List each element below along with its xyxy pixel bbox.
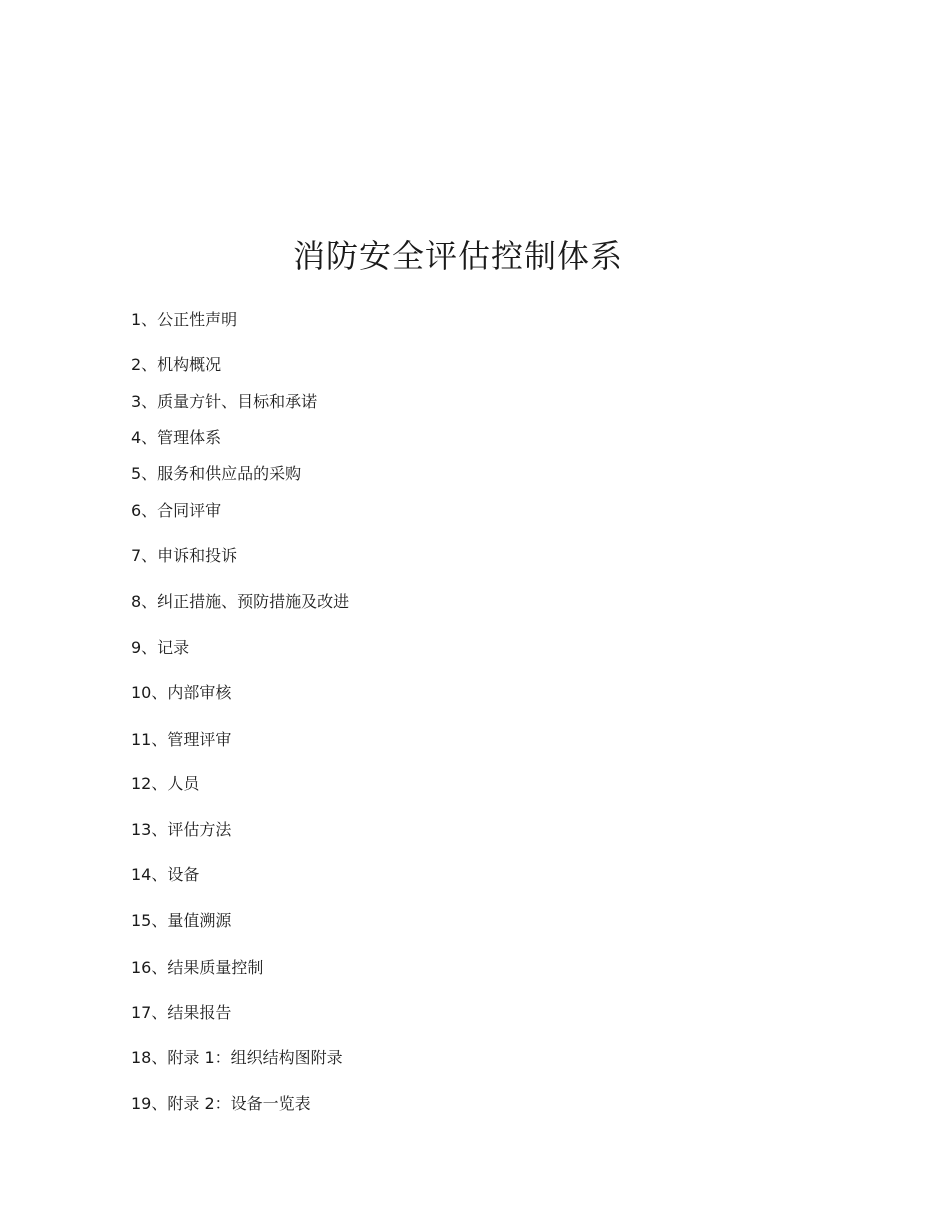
toc-item: 7、申诉和投诉 (131, 546, 238, 565)
toc-item: 11、管理评审 (131, 730, 232, 749)
toc-item: 15、量值溯源 (131, 911, 232, 930)
toc-item: 8、纠正措施、预防措施及改进 (131, 592, 350, 611)
toc-item: 2、机构概况 (131, 355, 222, 374)
toc-item: 5、服务和供应品的采购 (131, 464, 302, 483)
toc-item: 6、合同评审 (131, 501, 222, 520)
toc-item: 14、设备 (131, 865, 200, 884)
toc-item: 4、管理体系 (131, 428, 222, 447)
toc-item: 10、内部审核 (131, 683, 232, 702)
toc-item: 12、人员 (131, 774, 200, 793)
toc-item: 16、结果质量控制 (131, 958, 264, 977)
toc-item: 9、记录 (131, 638, 190, 657)
toc-item: 13、评估方法 (131, 820, 232, 839)
toc-item: 17、结果报告 (131, 1003, 232, 1022)
toc-item: 3、质量方针、目标和承诺 (131, 392, 318, 411)
toc-item: 1、公正性声明 (131, 310, 238, 329)
toc-item: 18、附录 1：组织结构图附录 (131, 1048, 343, 1067)
document-title: 消防安全评估控制体系 (292, 237, 623, 275)
toc-item: 19、附录 2：设备一览表 (131, 1094, 311, 1113)
